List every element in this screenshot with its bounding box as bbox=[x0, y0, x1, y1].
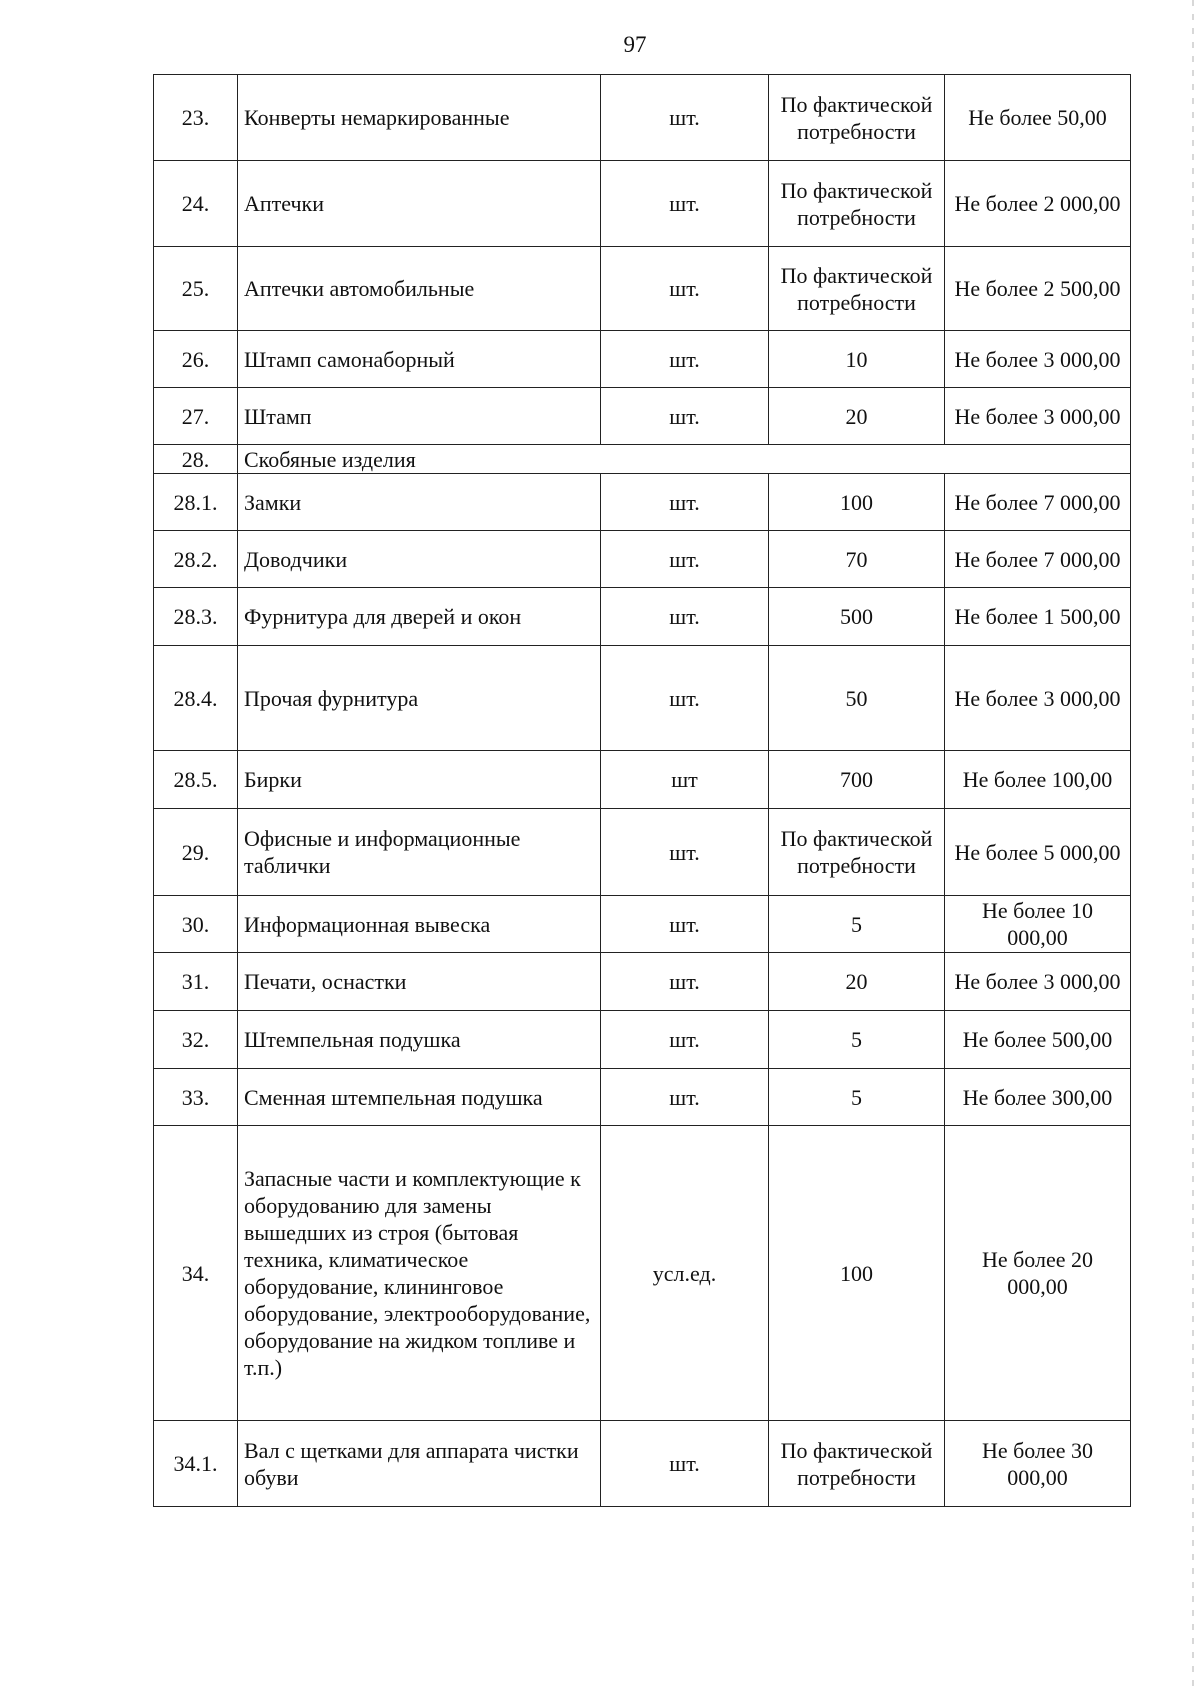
item-price: Не более 300,00 bbox=[945, 1069, 1131, 1126]
item-quantity: 500 bbox=[769, 588, 945, 646]
item-name: Информационная вывеска bbox=[238, 896, 601, 953]
row-number: 28.2. bbox=[154, 531, 238, 588]
item-unit: шт. bbox=[601, 809, 769, 896]
item-quantity: 5 bbox=[769, 1011, 945, 1069]
item-quantity: 5 bbox=[769, 1069, 945, 1126]
item-quantity: 5 bbox=[769, 896, 945, 953]
table-row bbox=[154, 1421, 1131, 1507]
table-row bbox=[154, 646, 1131, 751]
item-price: Не более 500,00 bbox=[945, 1011, 1131, 1069]
item-quantity: По фактической потребности bbox=[769, 809, 945, 896]
row-number: 31. bbox=[154, 953, 238, 1011]
item-quantity: По фактической потребности bbox=[769, 161, 945, 247]
item-price: Не более 3 000,00 bbox=[945, 646, 1131, 751]
table-row bbox=[154, 953, 1131, 1011]
item-unit: шт. bbox=[601, 896, 769, 953]
item-quantity: 20 bbox=[769, 953, 945, 1011]
item-unit: шт. bbox=[601, 331, 769, 388]
item-quantity: 100 bbox=[769, 474, 945, 531]
item-name: Прочая фурнитура bbox=[238, 646, 601, 751]
row-number: 24. bbox=[154, 161, 238, 247]
item-quantity: По фактической потребности bbox=[769, 247, 945, 331]
item-price: Не более 50,00 bbox=[945, 75, 1131, 161]
item-name: Аптечки bbox=[238, 161, 601, 247]
row-number: 28.3. bbox=[154, 588, 238, 646]
row-number: 28.5. bbox=[154, 751, 238, 809]
item-name: Штамп самонаборный bbox=[238, 331, 601, 388]
item-unit: шт. bbox=[601, 1421, 769, 1507]
item-price: Не более 5 000,00 bbox=[945, 809, 1131, 896]
item-name: Запасные части и комплектующие к оборудованию для замены вышедших из строя (бытовая техника, климатическое оборудование, клининговое оборудование, электрооборудование, оборудование на жидком топливе и т.п.) bbox=[238, 1126, 601, 1421]
item-quantity: 20 bbox=[769, 388, 945, 445]
row-number: 23. bbox=[154, 75, 238, 161]
item-unit: шт. bbox=[601, 474, 769, 531]
item-price: Не более 2 000,00 bbox=[945, 161, 1131, 247]
item-price: Не более 100,00 bbox=[945, 751, 1131, 809]
item-price: Не более 3 000,00 bbox=[945, 953, 1131, 1011]
item-price: Не более 7 000,00 bbox=[945, 531, 1131, 588]
item-price: Не более 7 000,00 bbox=[945, 474, 1131, 531]
table-row-section bbox=[154, 445, 1131, 474]
item-quantity: 10 bbox=[769, 331, 945, 388]
page-number: 97 bbox=[623, 32, 647, 57]
table-row bbox=[154, 809, 1131, 896]
item-price: Не более 2 500,00 bbox=[945, 247, 1131, 331]
item-name: Вал с щетками для аппарата чистки обуви bbox=[238, 1421, 601, 1507]
row-number: 28. bbox=[154, 445, 238, 474]
item-quantity: 70 bbox=[769, 531, 945, 588]
item-quantity: 100 bbox=[769, 1126, 945, 1421]
item-unit: шт. bbox=[601, 1069, 769, 1126]
table-row bbox=[154, 1069, 1131, 1126]
row-number: 28.4. bbox=[154, 646, 238, 751]
items-table bbox=[153, 74, 1131, 1507]
row-number: 30. bbox=[154, 896, 238, 953]
item-name: Доводчики bbox=[238, 531, 601, 588]
row-number: 33. bbox=[154, 1069, 238, 1126]
table-row bbox=[154, 531, 1131, 588]
row-number: 34. bbox=[154, 1126, 238, 1421]
item-price: Не более 3 000,00 bbox=[945, 331, 1131, 388]
item-name: Штемпельная подушка bbox=[238, 1011, 601, 1069]
item-quantity: По фактической потребности bbox=[769, 1421, 945, 1507]
item-price: Не более 3 000,00 bbox=[945, 388, 1131, 445]
item-unit: шт. bbox=[601, 588, 769, 646]
item-unit: шт bbox=[601, 751, 769, 809]
item-name: Офисные и информационные таблички bbox=[238, 809, 601, 896]
row-number: 27. bbox=[154, 388, 238, 445]
item-name: Замки bbox=[238, 474, 601, 531]
item-price: Не более 30 000,00 bbox=[945, 1421, 1131, 1507]
table-row bbox=[154, 1126, 1131, 1421]
section-title: Скобяные изделия bbox=[238, 445, 1131, 474]
row-number: 34.1. bbox=[154, 1421, 238, 1507]
item-name: Аптечки автомобильные bbox=[238, 247, 601, 331]
scan-edge-artifact bbox=[1192, 0, 1194, 1686]
item-name: Сменная штемпельная подушка bbox=[238, 1069, 601, 1126]
item-unit: шт. bbox=[601, 1011, 769, 1069]
table-row bbox=[154, 588, 1131, 646]
item-unit: шт. bbox=[601, 75, 769, 161]
item-unit: шт. bbox=[601, 247, 769, 331]
item-unit: усл.ед. bbox=[601, 1126, 769, 1421]
item-name: Штамп bbox=[238, 388, 601, 445]
table-row bbox=[154, 388, 1131, 445]
item-price: Не более 1 500,00 bbox=[945, 588, 1131, 646]
item-price: Не более 20 000,00 bbox=[945, 1126, 1131, 1421]
item-price: Не более 10 000,00 bbox=[945, 896, 1131, 953]
item-unit: шт. bbox=[601, 646, 769, 751]
table-row bbox=[154, 75, 1131, 161]
item-quantity: 50 bbox=[769, 646, 945, 751]
item-unit: шт. bbox=[601, 531, 769, 588]
row-number: 32. bbox=[154, 1011, 238, 1069]
item-unit: шт. bbox=[601, 953, 769, 1011]
item-unit: шт. bbox=[601, 161, 769, 247]
row-number: 25. bbox=[154, 247, 238, 331]
item-quantity: 700 bbox=[769, 751, 945, 809]
table-row bbox=[154, 1011, 1131, 1069]
item-name: Бирки bbox=[238, 751, 601, 809]
row-number: 26. bbox=[154, 331, 238, 388]
table-row bbox=[154, 751, 1131, 809]
table-row bbox=[154, 896, 1131, 953]
item-quantity: По фактической потребности bbox=[769, 75, 945, 161]
table-row bbox=[154, 331, 1131, 388]
item-name: Фурнитура для дверей и окон bbox=[238, 588, 601, 646]
item-name: Конверты немаркированные bbox=[238, 75, 601, 161]
row-number: 29. bbox=[154, 809, 238, 896]
table-row bbox=[154, 247, 1131, 331]
item-name: Печати, оснастки bbox=[238, 953, 601, 1011]
row-number: 28.1. bbox=[154, 474, 238, 531]
table-row bbox=[154, 474, 1131, 531]
table-row bbox=[154, 161, 1131, 247]
item-unit: шт. bbox=[601, 388, 769, 445]
